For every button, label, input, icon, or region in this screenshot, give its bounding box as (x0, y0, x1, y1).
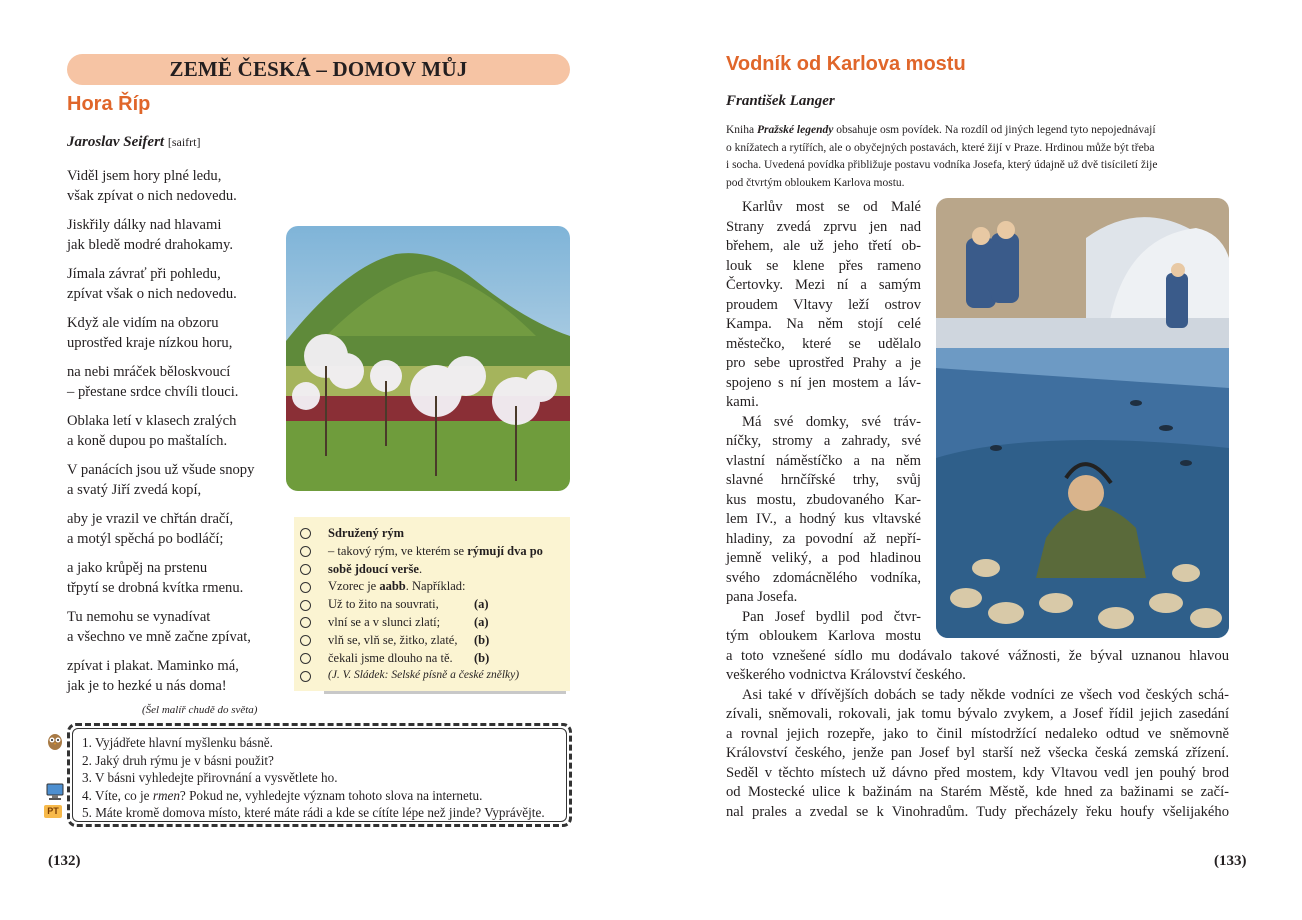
rhyme-definition-2: sobě jdoucí verše. (328, 561, 423, 576)
story-line: a rovnal jejich rozepře, jako to činil místodržící nedaleko odtud ve sněmovně (726, 725, 1229, 742)
story-line: níčky, stromy a zahrady, své (726, 433, 921, 449)
poem-line: aby je vrazil ve chřtán dračí, (67, 511, 234, 527)
owl-icon (46, 731, 64, 751)
story-line: nal prales a zvedal se k Vinohradům. Tudy přecházely řeku houfy všelijakého (726, 803, 1229, 820)
story-line: pana Josefa. (726, 589, 798, 605)
poem-line: Tu nemohu se vynadívat (67, 609, 211, 625)
bullet-icon (300, 528, 311, 539)
story-line: Čertovky. Mezi ní a samým (726, 277, 921, 293)
poem-line: Viděl jsem hory plné ledu, (67, 168, 222, 184)
story-line: Má své domky, své tráv- (742, 413, 921, 430)
story-line: Kampa. Na něm stojí celé (726, 316, 921, 332)
bullet-icon (300, 617, 311, 628)
example-verse: vlň se, vlň se, žitko, zlaté, (328, 632, 458, 647)
poem-line: a koně dupou po maštalích. (67, 432, 228, 449)
story-line: zívali, sněmovali, rokovali, jak tomu bývalo zvykem, a Josef řídil jejich zasedání (726, 706, 1229, 722)
task-1: 1. Vyjádřete hlavní myšlenku básně. (82, 735, 273, 750)
story-line: břehem, ale už jeho třetí ob- (726, 238, 921, 254)
poem-line: Když ale vidím na obzoru (67, 315, 219, 331)
example-verse: Už to žito na souvrati, (328, 597, 439, 612)
poem-title: Hora Říp (67, 93, 151, 115)
story-text (726, 198, 1229, 822)
bullet-icon (300, 653, 311, 664)
example-verse: čekali jsme dlouho na tě. (328, 650, 453, 665)
pt-icon: PT (44, 805, 62, 818)
bullet-icon (300, 671, 311, 682)
task-2: 2. Jaký druh rýmu je v básni použit? (82, 752, 274, 768)
poem-line: jak je to hezké u nás doma! (67, 677, 227, 694)
bullet-icon (300, 546, 311, 557)
story-line: slavné hrnčířské trhy, svůj (726, 472, 921, 488)
poem-line: a jako krůpěj na prstenu (67, 560, 208, 576)
illustration-mount-rip (286, 226, 570, 491)
poem-stanza (67, 314, 282, 353)
story-line: vlastní náměstíčko a na něm (726, 452, 921, 469)
story-title: Vodník od Karlova mostu (726, 53, 966, 75)
story-line: Pan Josef bydlil pod čtvr- (742, 608, 921, 625)
rhyme-mark: (b) (474, 632, 490, 647)
story-line: spojeno s ní jen mostem a láv- (726, 374, 921, 391)
poem-source: (Šel malíř chudě do světa) (142, 704, 258, 716)
rhyme-definition-1: – takový rým, ve kterém se rýmují dva po (328, 543, 543, 558)
bullet-icon (300, 635, 311, 646)
poem-stanza (67, 167, 282, 206)
poem (67, 167, 282, 706)
story-line: Asi také v dřívějších dobách se tady někde vodníci ze všech vod českých schá- (742, 686, 1229, 703)
computer-icon (46, 783, 64, 801)
story-line: Království českého, jenže pan Josef byl starší než všecka česká zemská zřízení. (726, 745, 1229, 761)
poem-line: V panácích jsou už všude snopy (67, 462, 255, 478)
mount-rip-painting (286, 226, 570, 491)
poem-stanza (67, 510, 282, 549)
poem-line: Oblaka letí v klasech zralých (67, 413, 237, 429)
bullet-icon (300, 582, 311, 593)
page-number-right: (133) (1214, 853, 1247, 869)
story-line: městečko, které se udělalo (726, 335, 921, 352)
rhyme-source: (J. V. Sládek: Selské písně a české znělky) (328, 669, 520, 682)
story-intro: Kniha Pražské legendy obsahuje osm povídek. Na rozdíl od jiných legend tyto nepojednávají o knížatech a rytířích, ale o obyčejných postavách, které žijí v Praze. Hrdinou může být třeba i socha. Uvedená povídka přibližuje postavu vodníka Josefa, který údajně už dvě tisíciletí žije pod čtvrtým obloukem Karlova mostu. (726, 124, 1158, 189)
author-name: Jaroslav Seifert (67, 134, 165, 150)
rhyme-mark: (b) (474, 650, 490, 665)
chapter-banner: ZEMĚ ČESKÁ – DOMOV MŮJ (67, 54, 570, 85)
bullet-icon (300, 564, 311, 575)
story-line: tým obloukem Karlova mostu (726, 628, 921, 644)
poem-stanza (67, 559, 282, 598)
story-line: kami. (726, 394, 759, 410)
story-line: svého zdomácnělého vodníka, (726, 569, 921, 586)
story-author: František Langer (726, 93, 835, 109)
author-pronunciation: [saifrt] (167, 135, 201, 149)
poem-stanza (67, 461, 282, 500)
story-line: od Mostecké ulice k bažinám na Starém Městě, kde hned za bažinami se začí- (726, 784, 1229, 800)
task-4: 4. Víte, co je rmen? Pokud ne, vyhledejte význam tohoto slova na internetu. (82, 787, 483, 803)
poem-line: a všechno ve mně začne zpívat, (67, 628, 251, 645)
story-line: hladiny, za povodní až nepří- (726, 530, 921, 547)
rhyme-mark: (a) (474, 614, 489, 629)
poem-stanza (67, 363, 282, 402)
story-line: louk se klene přes rameno (726, 257, 921, 274)
poem-stanza (67, 657, 282, 696)
poem-stanza (67, 608, 282, 647)
poem-line: Jímala závrať při pohledu, (67, 266, 221, 282)
story-line: jemně veliký, a pod hladinou (726, 550, 921, 566)
story-line: proudem Vltavy leží ostrov (726, 296, 921, 313)
story-line: kus mostu, zbudovaného Kar- (726, 491, 921, 508)
poem-line: jak bledě modré drahokamy. (67, 236, 234, 253)
task-3: 3. V básni vyhledejte přirovnání a vysvětlete ho. (82, 770, 338, 786)
story-line: Seděl v těchto místech už dávno před mostem, kdy Vltavou vedl jen pouhý brod (726, 764, 1229, 781)
example-verse: vlní se a v slunci zlatí; (328, 614, 441, 629)
poem-line: a svatý Jiří zvedá kopí, (67, 481, 202, 498)
rhyme-formula: Vzorec je aabb. Například: (328, 579, 466, 594)
poem-line: zpívat i plakat. Maminko má, (67, 658, 239, 674)
rhyme-mark: (a) (474, 597, 489, 612)
poem-stanza (67, 265, 282, 304)
tasks-box (67, 723, 572, 827)
rhyme-heading: Sdružený rým (328, 526, 405, 540)
story-line: a toto vznešené sídlo mu dodávalo takové vážnosti, že býval uznanou hlavou (726, 647, 1229, 664)
poem-line: na nebi mráček běloskvoucí (67, 364, 231, 380)
poem-line: Jiskřily dálky nad hlavami (67, 217, 222, 233)
story-line: lem IV., a hodný kus vltavské (726, 511, 921, 527)
poem-line: však zpívat o nich nedovedu. (67, 187, 237, 204)
bullet-icon (300, 600, 311, 611)
poem-stanza (67, 216, 282, 255)
poem-line: a motýl spěchá po bodláčí; (67, 530, 224, 547)
story-line: pro sebe uprostřed Prahy a je (726, 355, 921, 371)
story-line: veškerého vodnictva Království českého. (726, 667, 966, 683)
rhyme-info-box (294, 517, 570, 691)
page-number-left: (132) (48, 853, 81, 869)
poem-line: zpívat však o nich nedovedu. (67, 285, 237, 302)
story-line: Strany zvedá zprvu jen nad (726, 218, 921, 235)
poem-line: uprostřed kraje nízkou horu, (67, 334, 233, 351)
poem-line: – přestane srdce chvíli tlouci. (67, 383, 239, 400)
poem-line: třpytí se drobná kvítka rmenu. (67, 579, 244, 596)
poem-author (67, 134, 200, 151)
task-5: 5. Máte kromě domova místo, které máte rádi a kde se cítíte lépe než jinde? Vyprávějte. (82, 805, 545, 821)
poem-stanza (67, 412, 282, 451)
story-line: Karlův most se od Malé (742, 199, 921, 215)
